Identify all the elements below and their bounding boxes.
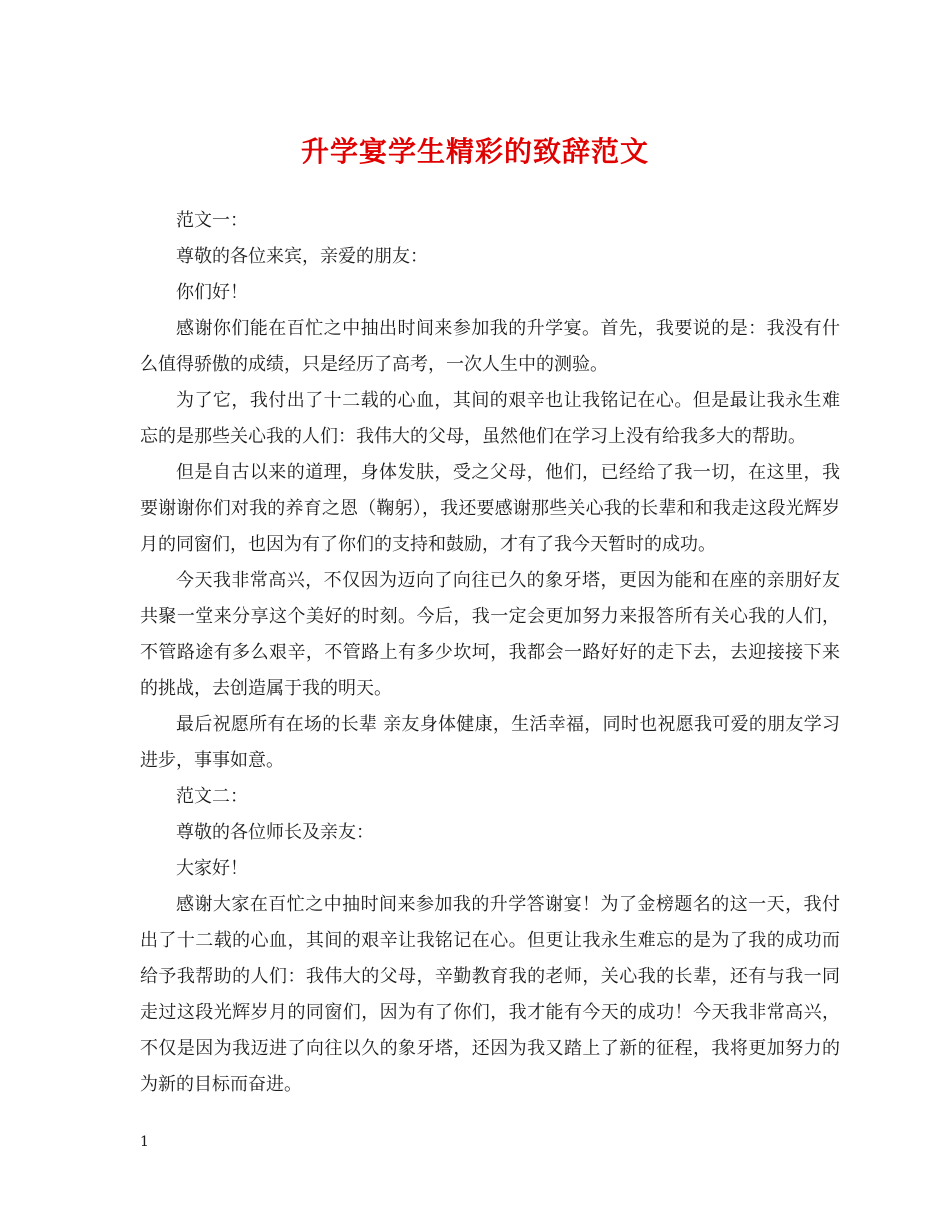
paragraph-body: 感谢大家在百忙之中抽时间来参加我的升学答谢宴！为了金榜题名的这一天，我付出了十二载的心血，其间的艰辛让我铭记在心。但更让我永生难忘的是为了我的成功而给予我帮助的人们：我伟大的父母，辛勤教育我的老师，关心我的长辈，还有与我一同走过这段光辉岁月的同窗们，因为有了你们，我才能有今天的成功！今天我非常高兴，不仅是因为我迈进了向往以久的象牙塔，还因为我又踏上了新的征程，我将更加努力的为新的目标而奋进。: [140, 894, 840, 1095]
paragraph-body: 为了它，我付出了十二载的心血，其间的艰辛也让我铭记在心。但是最让我永生难忘的是那些关心我的人们：我伟大的父母，虽然他们在学习上没有给我多大的帮助。: [140, 390, 840, 447]
paragraph-heading-sample-two: 范文二：: [176, 786, 248, 807]
document-body: [140, 203, 840, 1103]
paragraph-greeting-two: 大家好！: [176, 858, 248, 879]
document-title: 升学宴学生精彩的致辞范文: [300, 135, 649, 168]
page-number: 1: [140, 1134, 149, 1150]
paragraph-salutation-two: 尊敬的各位师长及亲友：: [176, 822, 374, 843]
paragraph-body: 最后祝愿所有在场的长辈 亲友身体健康，生活幸福，同时也祝愿我可爱的朋友学习进步，事事如意。: [140, 714, 840, 771]
paragraph-body: 感谢你们能在百忙之中抽出时间来参加我的升学宴。首先，我要说的是：我没有什么值得骄傲的成绩，只是经历了高考，一次人生中的测验。: [140, 318, 840, 375]
paragraph-greeting-one: 你们好！: [176, 282, 248, 303]
paragraph-heading-sample-one: 范文一：: [176, 210, 248, 231]
paragraph-body: 今天我非常高兴，不仅因为迈向了向往已久的象牙塔，更因为能和在座的亲朋好友共聚一堂来分享这个美好的时刻。今后，我一定会更加努力来报答所有关心我的人们，不管路途有多么艰辛，不管路上有多少坎坷，我都会一路好好的走下去，去迎接接下来的挑战，去创造属于我的明天。: [140, 570, 840, 699]
paragraph-salutation-one: 尊敬的各位来宾，亲爱的朋友：: [176, 246, 428, 267]
paragraph-body: 但是自古以来的道理，身体发肤，受之父母，他们，已经给了我一切，在这里，我要谢谢你们对我的养育之恩（鞠躬），我还要感谢那些关心我的长辈和和我走这段光辉岁月的同窗们，也因为有了你们的支持和鼓励，才有了我今天暂时的成功。: [140, 462, 840, 555]
